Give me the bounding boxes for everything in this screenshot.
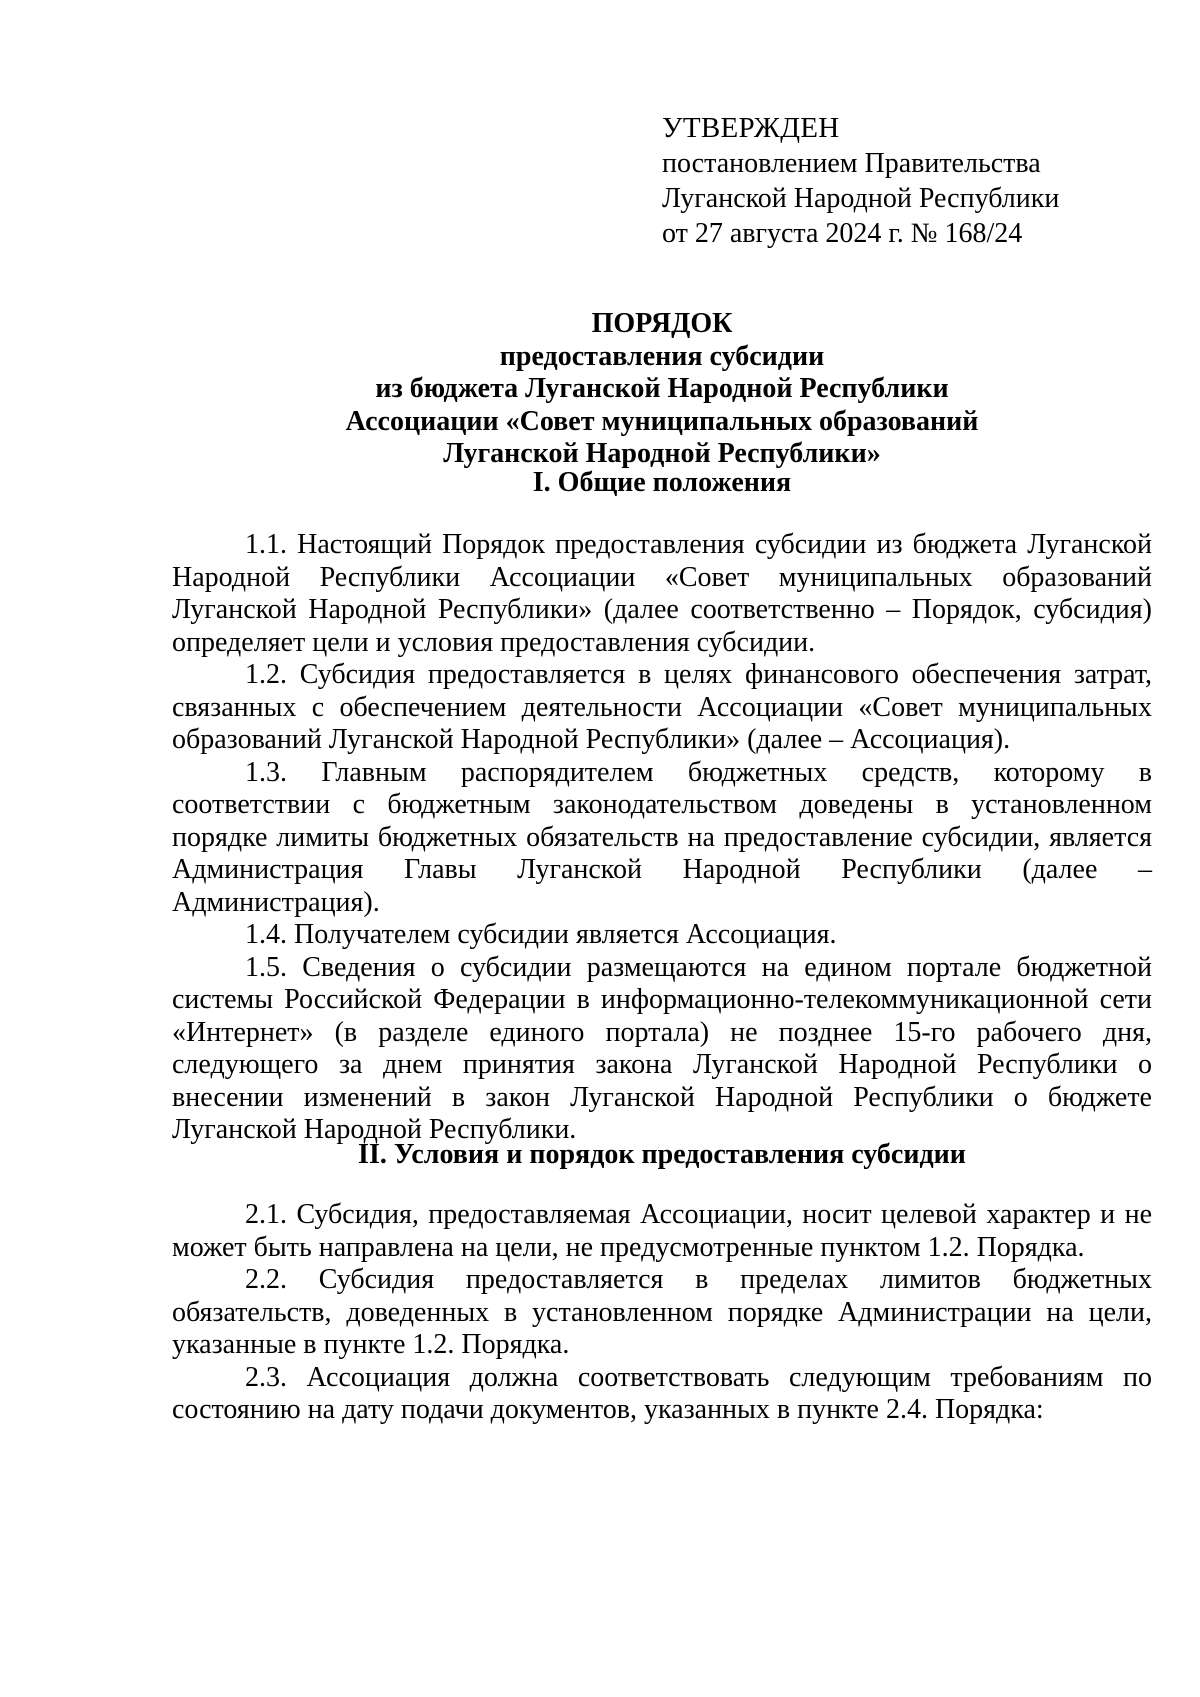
paragraph-1-1: 1.1. Настоящий Порядок предоставления субсидии из бюджета Луганской Народной Республики Ассоциации «Совет муниципальных образований Луганской Народной Республики» (далее соответственно – Порядок, субсидия) определяет цели и условия предоставления субсидии. (172, 529, 1152, 658)
paragraph-2-3: 2.3. Ассоциация должна соответствовать следующим требованиям по состоянию на дату подачи документов, указанных в пункте 2.4. Порядка: (172, 1361, 1152, 1425)
approval-line: постановлением Правительства (662, 148, 1041, 179)
approval-date-number: от 27 августа 2024 г. № 168/24 (662, 218, 1023, 249)
paragraph-1-4: 1.4. Получателем субсидии является Ассоциация. (245, 919, 837, 950)
approval-block (662, 111, 1059, 251)
document-title (172, 308, 1152, 471)
approval-heading: УТВЕРЖДЕН (662, 112, 840, 144)
paragraph-2-1: 2.1. Субсидия, предоставляемая Ассоциации, носит целевой характер и не может быть направлена на цели, не предусмотренные пунктом 1.2. Порядка. (172, 1199, 1152, 1263)
title-line: из бюджета Луганской Народной Республики (375, 373, 949, 404)
section-2-body (172, 1199, 1152, 1427)
section-1-body (172, 529, 1152, 1147)
title-line: Луганской Народной Республики» (443, 438, 881, 469)
section-2-heading: II. Условия и порядок предоставления субсидии (358, 1139, 966, 1170)
title-line: предоставления субсидии (499, 340, 825, 372)
section-1-heading: I. Общие положения (532, 467, 792, 498)
paragraph-2-2: 2.2. Субсидия предоставляется в пределах лимитов бюджетных обязательств, доведенных в установленном порядке Администрации на цели, указанные в пункте 1.2. Порядка. (172, 1264, 1152, 1360)
paragraph-1-5: 1.5. Сведения о субсидии размещаются на едином портале бюджетной системы Российской Федерации в информационно-телекоммуникационной сети «Интернет» (в разделе единого портала) не позднее 15-го рабочего дня, следующего за днем принятия закона Луганской Народной Республики о внесении изменений в закон Луганской Народной Республики о бюджете Луганской Народной Республики. (172, 951, 1152, 1145)
title-line: ПОРЯДОК (591, 308, 733, 339)
title-line: Ассоциации «Совет муниципальных образований (345, 405, 979, 437)
approval-line: Луганской Народной Республики (662, 183, 1060, 214)
paragraph-1-2: 1.2. Субсидия предоставляется в целях финансового обеспечения затрат, связанных с обеспечением деятельности Ассоциации «Совет муниципальных образований Луганской Народной Республики» (далее – Ассоциация). (172, 659, 1152, 755)
paragraph-1-3: 1.3. Главным распорядителем бюджетных средств, которому в соответствии с бюджетным законодательством доведены в установленном порядке лимиты бюджетных обязательств на предоставление субсидии, является Администрация Главы Луганской Народной Республики (далее – Администрация). (172, 756, 1152, 918)
